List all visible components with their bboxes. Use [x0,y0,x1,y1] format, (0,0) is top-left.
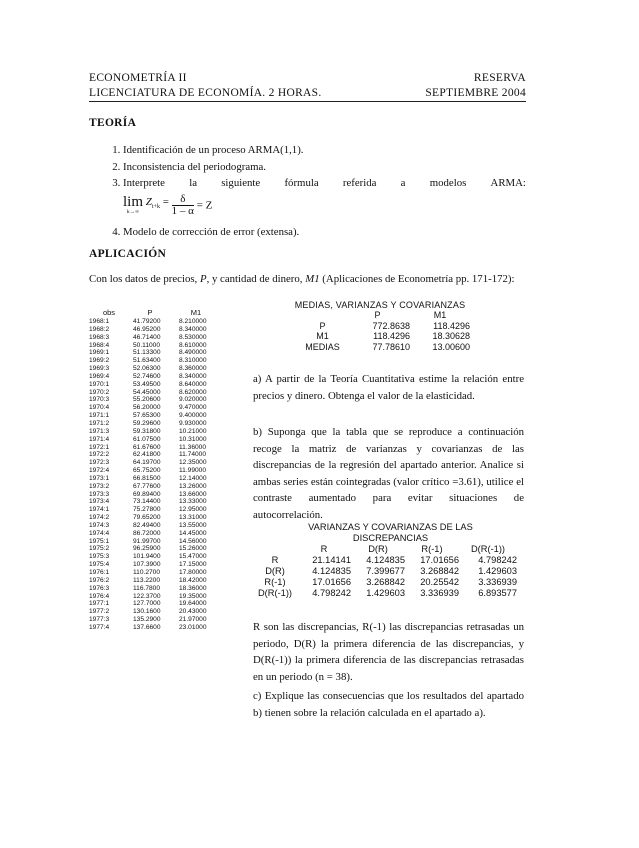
observation-row: 1973:2 67.77600 13.26000 [89,482,207,490]
observation-row: 1971:4 61.07500 10.31000 [89,435,207,443]
table-discrepancias-row: D(R) 4.124835 7.399677 3.268842 1.429603 [265,566,517,576]
observation-row: 1977:4 137.6600 23.01000 [89,623,207,631]
teoria-list [105,142,526,240]
observation-row: 1975:2 96.25900 15.26000 [89,545,207,553]
observation-row: 1972:4 65.75200 11.99000 [89,467,207,475]
observation-row: 1976:4 122.3700 19.35000 [89,592,207,600]
observation-row: 1976:2 113.2200 18.42000 [89,576,207,584]
discrepancias-legend: R son las discrepancias, R(-1) las discrepancias retrasadas un periodo, D(R) la primera diferencia de las discrepancias, y D(R(-1)) la primera diferencia de las discrepancias retrasadas en un periodo (n = 38). [253,621,524,683]
observation-row: 1976:3 116.7800 18.36000 [89,584,207,592]
question-c: c) Explique las consecuencias que los resultados del apartado b) tienen sobre la relación calculada en el apartado a). [253,690,524,719]
observation-row: 1974:1 75.27800 12.95000 [89,506,207,514]
observation-row: 1969:2 51.63400 8.310000 [89,357,207,365]
observation-row: 1975:3 101.9400 15.47000 [89,553,207,561]
header-exam-type: RESERVA [473,72,526,84]
teoria-item-3-text: 3. Interprete la siguiente fórmula referida a modelos ARMA: [123,177,526,189]
observation-row: 1969:1 51.13300 8.490000 [89,349,207,357]
observation-row: 1972:3 64.19700 12.35000 [89,459,207,467]
observation-row: 1969:3 52.06300 8.360000 [89,365,207,373]
obs-header-m1: M1 [190,308,202,317]
observation-row: 1971:3 59.31800 10.21000 [89,427,207,435]
observation-row: 1973:1 66.81500 12.14000 [89,474,207,482]
observation-row: 1975:4 107.3900 17.15000 [89,561,207,569]
table-medias-row: P 772.8638 118.4296 [319,320,470,331]
aplicacion-intro: Con los datos de precios, P, y cantidad de dinero, M1 (Aplicaciones de Econometría pp. 171-172): [89,273,515,285]
header-degree: LICENCIATURA DE ECONOMÍA. 2 HORAS. [89,87,322,99]
observation-row: 1968:4 50.11000 8.610000 [89,341,207,349]
teoria-item-4: 4. Modelo de corrección de error (extensa). [123,224,526,241]
observation-row: 1970:2 54.45000 8.620000 [89,388,207,396]
question-b: b) Suponga que la tabla que se reproduce a continuación recoge la matriz de varianzas y covarianzas de las discrepancias de la regresión del apartado anterior. Analice si ambas series están cointegradas (valor crítico =3.61), utilice el contraste aumentado para evitar situaciones de autocorrelación. [253,426,524,521]
teoria-item-3 [123,175,526,224]
header-course: ECONOMETRÍA II [89,72,187,84]
header-divider [89,101,526,102]
table-medias-row: M1 118.4296 18.30628 [316,331,470,341]
question-a: a) A partir de la Teoría Cuantitativa estime la relación entre precios y dinero. Obtenga el valor de la elasticidad. [253,373,524,402]
observations-table [89,308,221,632]
observation-row: 1968:1 41.79200 8.210000 [89,318,207,325]
observations-body [89,318,221,632]
arma-formula: lim k→∞ $Z_{t+k}$ = $\frac{\delta}{1 - \alpha}$ = Z [123,192,213,217]
observation-row: 1977:1 127.7000 19.64000 [89,600,207,608]
observation-row: 1977:3 135.2900 21.97000 [89,616,207,624]
observation-row: 1972:1 61.67600 11.36000 [89,443,207,451]
observation-row: 1976:1 110.2700 17.80000 [89,569,207,576]
table-discrepancias-title-2: DISCREPANCIAS [352,533,429,543]
table-medias [280,300,480,352]
observation-row: 1974:2 79.65200 13.31000 [89,514,207,522]
teoria-item-1: 1. Identificación de un proceso ARMA(1,1). [123,142,526,159]
teoria-item-2: 2. Inconsistencia del periodograma. [123,159,526,176]
observation-row: 1972:2 62.41800 11.74000 [89,451,207,459]
table-medias-col-m1: M1 [433,310,447,320]
observation-row: 1977:2 130.1600 20.43000 [89,608,207,616]
table-medias-col-p: P [374,310,381,320]
observation-row: 1970:1 53.49500 8.640000 [89,380,207,388]
table-medias-row: MEDIAS 77.78610 13.00600 [305,341,470,352]
observation-row: 1971:2 59.29600 9.930000 [89,419,207,427]
obs-header-obs: obs [102,308,116,317]
observation-row: 1968:3 46.71400 8.530000 [89,333,207,341]
table-discrepancias-row: D(R(-1)) 4.798242 1.429603 3.336939 6.893577 [257,588,517,598]
observation-row: 1970:4 56.20000 9.470000 [89,404,207,412]
table-discrepancias-row: R(-1) 17.01656 3.268842 20.25542 3.336939 [264,577,517,587]
header-date: SEPTIEMBRE 2004 [425,87,526,99]
observation-row: 1970:3 55.20600 9.020000 [89,396,207,404]
observation-row: 1971:1 57.65300 9.400000 [89,412,207,420]
observation-row: 1975:1 91.99700 14.56000 [89,537,207,545]
table-discrepancias-title-1: VARIANZAS Y COVARIANZAS DE LAS [308,522,473,532]
obs-header-p: P [147,308,153,317]
observation-row: 1973:4 73.14400 13.33000 [89,498,207,506]
table-medias-title: MEDIAS, VARIANZAS Y COVARIANZAS [294,300,466,310]
observation-row: 1974:4 86.72000 14.45000 [89,529,207,537]
table-discrepancias-row: R 21.14141 4.124835 17.01656 4.798242 [271,555,517,565]
aplicacion-heading: APLICACIÓN [89,248,167,260]
observation-row: 1973:3 69.89400 13.66000 [89,490,207,498]
table-discrepancias: VARIANZAS Y COVARIANZAS DE LAS DISCREPANCIAS R D(R) R(-1) D(R(-1)) R 21.14141 4.124835 17.01656 4.798242 D(R) 4.124835 7.399677 3.268842 1.429603 R(-1) 17.01656 3.268842 20.25542 3.336939 D(R(-1)) 4.798242 1.429603 3.336939 6.893577 [253,522,528,599]
teoria-heading: TEORÍA [89,117,137,129]
observation-row: 1969:4 52.74600 8.340000 [89,372,207,380]
observation-row: 1974:3 82.49400 13.55000 [89,521,207,529]
observation-row: 1968:2 46.95200 8.340000 [89,325,207,333]
